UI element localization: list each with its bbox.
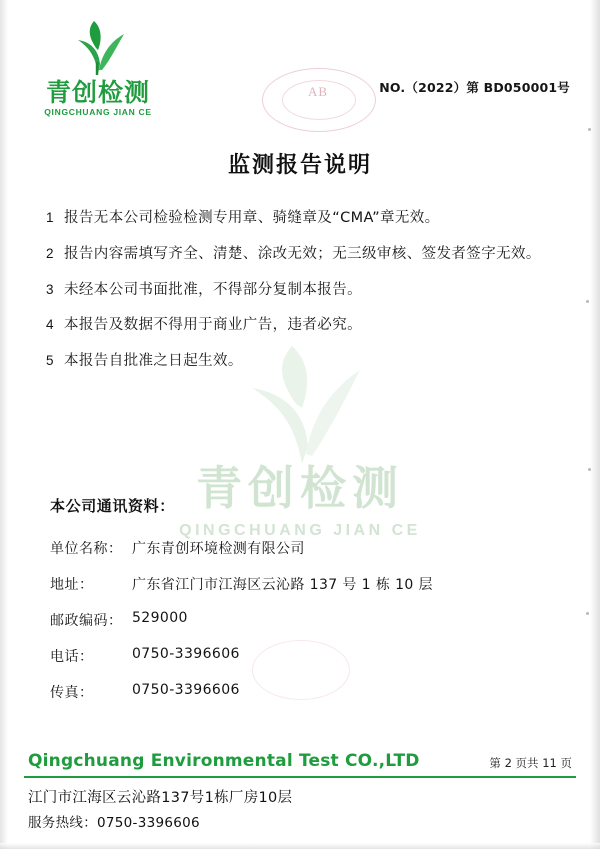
contact-row xyxy=(50,646,550,666)
clause-number: 3 xyxy=(46,281,54,297)
contact-heading: 本公司通讯资料： xyxy=(50,497,175,515)
contact-value: 0750-3396606 xyxy=(132,682,240,698)
scan-artifact-dot xyxy=(586,612,589,615)
clause-text: 报告内容需填写齐全、清楚、涂改无效；无三级审核、签发者签字无效。 xyxy=(64,245,541,262)
clause-text: 本报告自批准之日起生效。 xyxy=(64,353,243,369)
contact-value: 广东青创环境检测有限公司 xyxy=(132,541,305,557)
oval-stamp-text: АВ xyxy=(307,84,329,99)
contact-label: 传真： xyxy=(50,685,94,701)
footer-divider xyxy=(24,776,576,778)
contact-row xyxy=(50,610,550,630)
scan-edge-right xyxy=(590,0,600,849)
footer-address: 江门市江海区云沁路137号1栋厂房10层 xyxy=(28,790,293,806)
contact-row xyxy=(50,574,550,594)
watermark-text-en: QINGCHUANG JIAN CE xyxy=(179,522,421,539)
contact-label: 单位名称： xyxy=(50,541,123,557)
scan-artifact-dot xyxy=(588,128,591,131)
contact-value: 广东省江门市江海区云沁路 137 号 1 栋 10 层 xyxy=(132,577,433,593)
page-title: 监测报告说明 xyxy=(227,153,372,178)
scan-artifact-dot xyxy=(588,468,591,471)
clause-item xyxy=(46,351,556,373)
page-number: 第 2 页共 11 页 xyxy=(489,756,572,770)
footer-hotline: 服务热线：0750-3396606 xyxy=(28,815,200,831)
clause-number: 4 xyxy=(46,317,54,333)
scan-artifact-dot xyxy=(586,300,589,303)
footer-company-name-en: Qingchuang Environmental Test CO.,LTD xyxy=(28,751,420,771)
clause-item xyxy=(46,280,556,302)
contact-label: 电话： xyxy=(50,649,94,665)
clause-text: 本报告及数据不得用于商业广告，违者必究。 xyxy=(64,317,362,334)
clause-number: 5 xyxy=(46,353,54,368)
logo-text-cn: 青创检测 xyxy=(45,78,150,107)
clause-item xyxy=(46,208,556,230)
clause-number: 2 xyxy=(46,245,54,261)
clause-number: 1 xyxy=(46,210,54,225)
contact-value: 0750-3396606 xyxy=(132,646,240,662)
contact-label: 地址： xyxy=(50,577,94,593)
scan-edge-left xyxy=(0,0,8,849)
clause-text: 未经本公司书面批准，不得部分复制本报告。 xyxy=(64,281,362,298)
report-number: NO.（2022）第 BD050001号 xyxy=(379,80,570,95)
contact-row xyxy=(50,538,550,558)
clause-list xyxy=(46,208,556,387)
leaf-logo-icon xyxy=(66,18,130,78)
watermark-text-cn: 青创检测 xyxy=(196,461,404,515)
company-logo xyxy=(28,18,168,117)
logo-text-en: QINGCHUANG JIAN CE xyxy=(44,107,152,118)
clause-item xyxy=(46,315,556,337)
clause-text: 报告无本公司检验检测专用章、骑缝章及“CMA”章无效。 xyxy=(64,210,440,226)
contact-row xyxy=(50,682,550,702)
contact-value: 529000 xyxy=(132,610,188,626)
contact-label: 邮政编码： xyxy=(50,613,123,629)
contact-list xyxy=(50,538,550,718)
scan-edge-bottom xyxy=(0,843,600,849)
clause-item xyxy=(46,244,556,266)
